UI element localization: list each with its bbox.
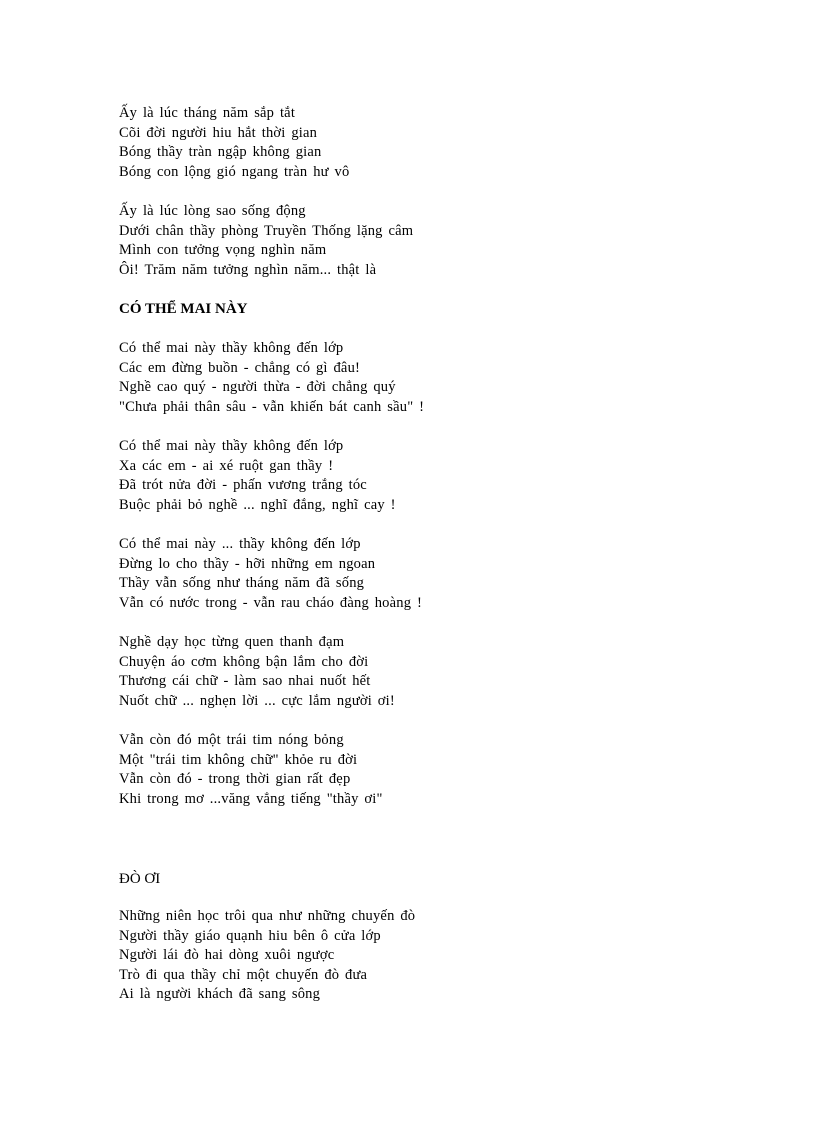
poem-line: "Chưa phải thân sâu - vẫn khiến bát canh sầu" ! (119, 398, 425, 415)
poem2-stanza-1 (119, 339, 424, 417)
poem3-title: ĐÒ ƠI (119, 871, 161, 887)
poem2-stanza-4 (119, 633, 395, 711)
poem-line: Ôi! Trăm năm tưởng nghìn năm... thật là (119, 261, 377, 278)
poem-line: Mình con tưởng vọng nghìn năm (119, 242, 327, 259)
poem-line: Bóng con lộng gió ngang tràn hư vô (119, 163, 350, 180)
poem-line: Nghề dạy học từng quen thanh đạm (119, 634, 345, 650)
poem-line: Có thể mai này ... thầy không đến lớp (119, 536, 361, 552)
poem1-stanza-1 (119, 104, 349, 182)
poem2-title: CÓ THỂ MAI NÀY (119, 301, 248, 317)
poem2-stanza-2 (119, 437, 396, 515)
poem-line: Vẫn còn đó - trong thời gian rất đẹp (119, 771, 351, 788)
poem-line: Vẫn có nước trong - vẫn rau cháo đàng hoàng ! (119, 594, 423, 611)
poem-line: Thầy vẫn sống như tháng năm đã sống (119, 575, 365, 592)
poem-line: Nuốt chữ ... nghẹn lời ... cực lắm người ơi! (119, 692, 395, 709)
poem-line: Nghề cao quý - người thừa - đời chẳng quý (119, 379, 396, 396)
poem-line: Có thể mai này thầy không đến lớp (119, 438, 344, 454)
poem-line: Ấy là lúc lòng sao sống động (119, 203, 306, 219)
poem2-stanza-3 (119, 535, 422, 613)
poem-line: Một "trái tim không chữ" khỏe ru đời (119, 751, 358, 768)
poem-line: Khi trong mơ ...văng vẳng tiếng "thầy ơi" (119, 790, 383, 807)
poem-line: Đừng lo cho thầy - hỡi những em ngoan (119, 555, 376, 572)
poem-line: Trò đi qua thầy chỉ một chuyến đò đưa (119, 966, 368, 983)
poem1-stanza-2 (119, 202, 413, 280)
poem-line: Ai là người khách đã sang sông (119, 986, 321, 1003)
poem-line: Những niên học trôi qua như những chuyến đò (119, 908, 416, 924)
poem-line: Người lái đò hai dòng xuôi ngược (119, 947, 335, 964)
poem3-stanza-1 (119, 907, 415, 1005)
poem-line: Chuyện áo cơm không bận lắm cho đời (119, 653, 369, 670)
poem-line: Có thể mai này thầy không đến lớp (119, 340, 344, 356)
poem2-stanza-5 (119, 731, 383, 809)
poem-line: Vẫn còn đó một trái tim nóng bỏng (119, 732, 344, 748)
poem-line: Người thầy giáo quạnh hiu bên ô cửa lớp (119, 927, 381, 944)
poem-line: Buộc phải bỏ nghề ... nghĩ đắng, nghĩ cay ! (119, 496, 396, 513)
poem-line: Cõi đời người hiu hắt thời gian (119, 124, 318, 141)
poem-line: Bóng thầy tràn ngập không gian (119, 144, 322, 161)
poem-line: Đã trót nửa đời - phấn vương trắng tóc (119, 477, 367, 494)
poem-line: Các em đừng buồn - chẳng có gì đâu! (119, 359, 361, 376)
poem-line: Xa các em - ai xé ruột gan thầy ! (119, 457, 334, 474)
poem-line: Thương cái chữ - làm sao nhai nuốt hết (119, 673, 371, 690)
poem-line: Dưới chân thầy phòng Truyền Thống lặng câm (119, 222, 414, 239)
poem-line: Ấy là lúc tháng năm sắp tắt (119, 105, 296, 121)
